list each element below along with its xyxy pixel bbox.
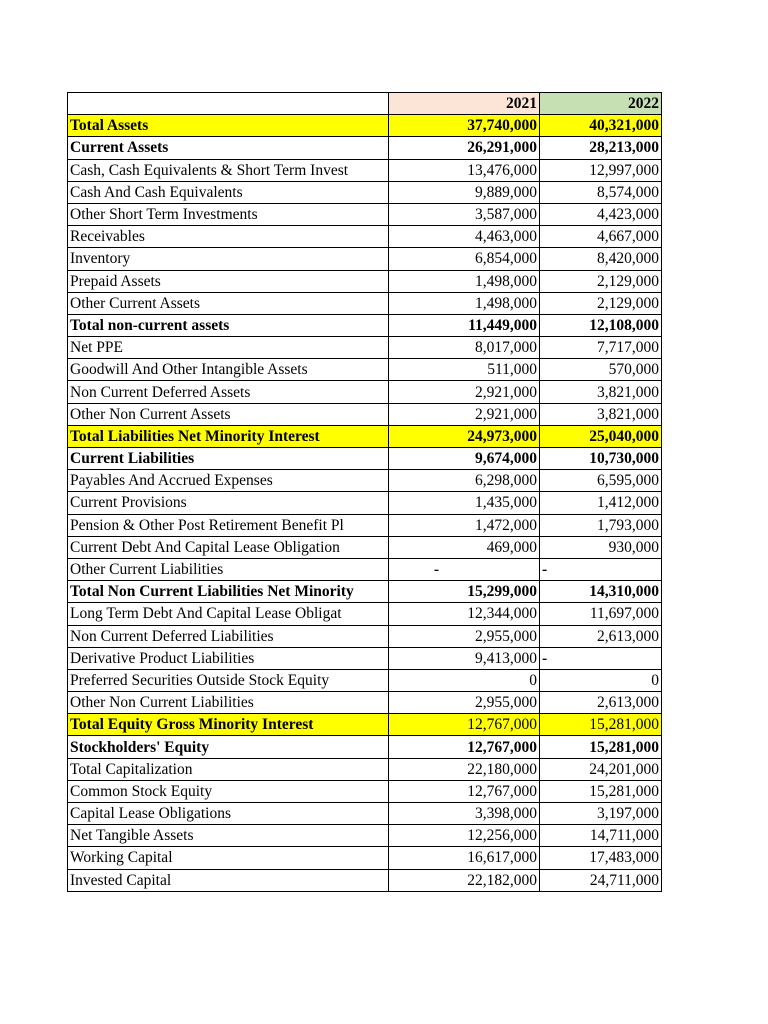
value-2022: 25,040,000: [540, 425, 662, 447]
value-2022: 12,108,000: [540, 314, 662, 336]
value-2021: 3,587,000: [389, 203, 540, 225]
table-row: [68, 558, 662, 580]
header-year-2021: 2021: [389, 93, 540, 115]
value-2022: 3,821,000: [540, 403, 662, 425]
header-year-2022: 2022: [540, 93, 662, 115]
value-2021: 1,472,000: [389, 514, 540, 536]
value-2022: 4,423,000: [540, 203, 662, 225]
value-2022: -: [540, 647, 662, 669]
value-2022: 17,483,000: [540, 847, 662, 869]
table-row: [68, 780, 662, 802]
table-row: [68, 758, 662, 780]
header-row: [68, 93, 662, 115]
table-row: [68, 314, 662, 336]
value-2022: 14,310,000: [540, 581, 662, 603]
table-row: [68, 203, 662, 225]
value-2021: 6,854,000: [389, 248, 540, 270]
row-label: Stockholders' Equity: [68, 736, 389, 758]
value-2022: 1,412,000: [540, 492, 662, 514]
value-2021: 13,476,000: [389, 159, 540, 181]
table-row: [68, 115, 662, 137]
value-2021: 15,299,000: [389, 581, 540, 603]
row-label: Cash, Cash Equivalents & Short Term Invest: [68, 159, 389, 181]
row-label: Derivative Product Liabilities: [68, 647, 389, 669]
value-2021: 0: [389, 669, 540, 691]
table-row: [68, 248, 662, 270]
value-2022: 11,697,000: [540, 603, 662, 625]
value-2022: 930,000: [540, 536, 662, 558]
value-2022: 0: [540, 669, 662, 691]
value-2021: 16,617,000: [389, 847, 540, 869]
value-2022: 15,281,000: [540, 780, 662, 802]
table-row: [68, 669, 662, 691]
value-2022: 15,281,000: [540, 736, 662, 758]
value-2021: 1,498,000: [389, 270, 540, 292]
row-label: Pension & Other Post Retirement Benefit Pl: [68, 514, 389, 536]
value-2021: 4,463,000: [389, 226, 540, 248]
value-2022: 6,595,000: [540, 470, 662, 492]
table-row: [68, 847, 662, 869]
value-2022: 10,730,000: [540, 448, 662, 470]
value-2021: 9,413,000: [389, 647, 540, 669]
table-row: [68, 869, 662, 891]
value-2022: 2,613,000: [540, 625, 662, 647]
value-2022: 24,711,000: [540, 869, 662, 891]
value-2022: 8,420,000: [540, 248, 662, 270]
row-label: Current Assets: [68, 137, 389, 159]
row-label: Other Current Liabilities: [68, 558, 389, 580]
value-2022: 8,574,000: [540, 181, 662, 203]
row-label: Non Current Deferred Liabilities: [68, 625, 389, 647]
row-label: Other Non Current Liabilities: [68, 692, 389, 714]
value-2022: -: [540, 558, 662, 580]
row-label: Goodwill And Other Intangible Assets: [68, 359, 389, 381]
row-label: Net PPE: [68, 337, 389, 359]
row-label: Total Equity Gross Minority Interest: [68, 714, 389, 736]
value-2022: 15,281,000: [540, 714, 662, 736]
value-2022: 2,613,000: [540, 692, 662, 714]
value-2022: 2,129,000: [540, 292, 662, 314]
row-label: Payables And Accrued Expenses: [68, 470, 389, 492]
value-2021: 8,017,000: [389, 337, 540, 359]
table-row: [68, 337, 662, 359]
row-label: Receivables: [68, 226, 389, 248]
value-2022: 3,197,000: [540, 803, 662, 825]
header-label-cell: [68, 93, 389, 115]
value-2021: 26,291,000: [389, 137, 540, 159]
value-2021: -: [389, 558, 540, 580]
table-row: [68, 137, 662, 159]
value-2022: 570,000: [540, 359, 662, 381]
row-label: Long Term Debt And Capital Lease Obligat: [68, 603, 389, 625]
value-2022: 40,321,000: [540, 115, 662, 137]
row-label: Common Stock Equity: [68, 780, 389, 802]
row-label: Other Current Assets: [68, 292, 389, 314]
row-label: Current Provisions: [68, 492, 389, 514]
table-row: [68, 803, 662, 825]
value-2021: 2,955,000: [389, 692, 540, 714]
table-row: [68, 270, 662, 292]
value-2021: 11,449,000: [389, 314, 540, 336]
row-label: Other Non Current Assets: [68, 403, 389, 425]
table-row: [68, 603, 662, 625]
table-row: [68, 470, 662, 492]
table-row: [68, 159, 662, 181]
value-2021: 37,740,000: [389, 115, 540, 137]
row-label: Other Short Term Investments: [68, 203, 389, 225]
row-label: Inventory: [68, 248, 389, 270]
value-2022: 2,129,000: [540, 270, 662, 292]
value-2021: 2,955,000: [389, 625, 540, 647]
row-label: Non Current Deferred Assets: [68, 381, 389, 403]
table-row: [68, 581, 662, 603]
value-2022: 14,711,000: [540, 825, 662, 847]
value-2022: 3,821,000: [540, 381, 662, 403]
value-2022: 24,201,000: [540, 758, 662, 780]
row-label: Total Assets: [68, 115, 389, 137]
row-label: Working Capital: [68, 847, 389, 869]
value-2022: 12,997,000: [540, 159, 662, 181]
value-2021: 469,000: [389, 536, 540, 558]
row-label: Prepaid Assets: [68, 270, 389, 292]
table-row: [68, 514, 662, 536]
table-row: [68, 714, 662, 736]
table-row: [68, 825, 662, 847]
row-label: Net Tangible Assets: [68, 825, 389, 847]
table-row: [68, 181, 662, 203]
table-row: [68, 625, 662, 647]
value-2021: 9,889,000: [389, 181, 540, 203]
value-2021: 6,298,000: [389, 470, 540, 492]
table-row: [68, 425, 662, 447]
value-2021: 511,000: [389, 359, 540, 381]
value-2022: 1,793,000: [540, 514, 662, 536]
table-row: [68, 536, 662, 558]
row-label: Capital Lease Obligations: [68, 803, 389, 825]
row-label: Total Non Current Liabilities Net Minority: [68, 581, 389, 603]
table-row: [68, 292, 662, 314]
table-row: [68, 448, 662, 470]
value-2021: 12,767,000: [389, 780, 540, 802]
value-2021: 2,921,000: [389, 403, 540, 425]
row-label: Current Liabilities: [68, 448, 389, 470]
row-label: Total Liabilities Net Minority Interest: [68, 425, 389, 447]
value-2021: 12,767,000: [389, 736, 540, 758]
value-2021: 9,674,000: [389, 448, 540, 470]
row-label: Current Debt And Capital Lease Obligation: [68, 536, 389, 558]
value-2021: 12,256,000: [389, 825, 540, 847]
table-row: [68, 736, 662, 758]
value-2021: 2,921,000: [389, 381, 540, 403]
balance-sheet-table: [67, 92, 662, 892]
table-row: [68, 381, 662, 403]
value-2021: 24,973,000: [389, 425, 540, 447]
value-2022: 7,717,000: [540, 337, 662, 359]
value-2022: 4,667,000: [540, 226, 662, 248]
table-row: [68, 403, 662, 425]
row-label: Total Capitalization: [68, 758, 389, 780]
table-row: [68, 359, 662, 381]
value-2021: 12,344,000: [389, 603, 540, 625]
value-2021: 3,398,000: [389, 803, 540, 825]
row-label: Cash And Cash Equivalents: [68, 181, 389, 203]
row-label: Preferred Securities Outside Stock Equity: [68, 669, 389, 691]
value-2022: 28,213,000: [540, 137, 662, 159]
table-row: [68, 647, 662, 669]
value-2021: 12,767,000: [389, 714, 540, 736]
table-row: [68, 492, 662, 514]
value-2021: 22,182,000: [389, 869, 540, 891]
row-label: Total non-current assets: [68, 314, 389, 336]
value-2021: 22,180,000: [389, 758, 540, 780]
table-row: [68, 692, 662, 714]
value-2021: 1,498,000: [389, 292, 540, 314]
row-label: Invested Capital: [68, 869, 389, 891]
table-row: [68, 226, 662, 248]
value-2021: 1,435,000: [389, 492, 540, 514]
